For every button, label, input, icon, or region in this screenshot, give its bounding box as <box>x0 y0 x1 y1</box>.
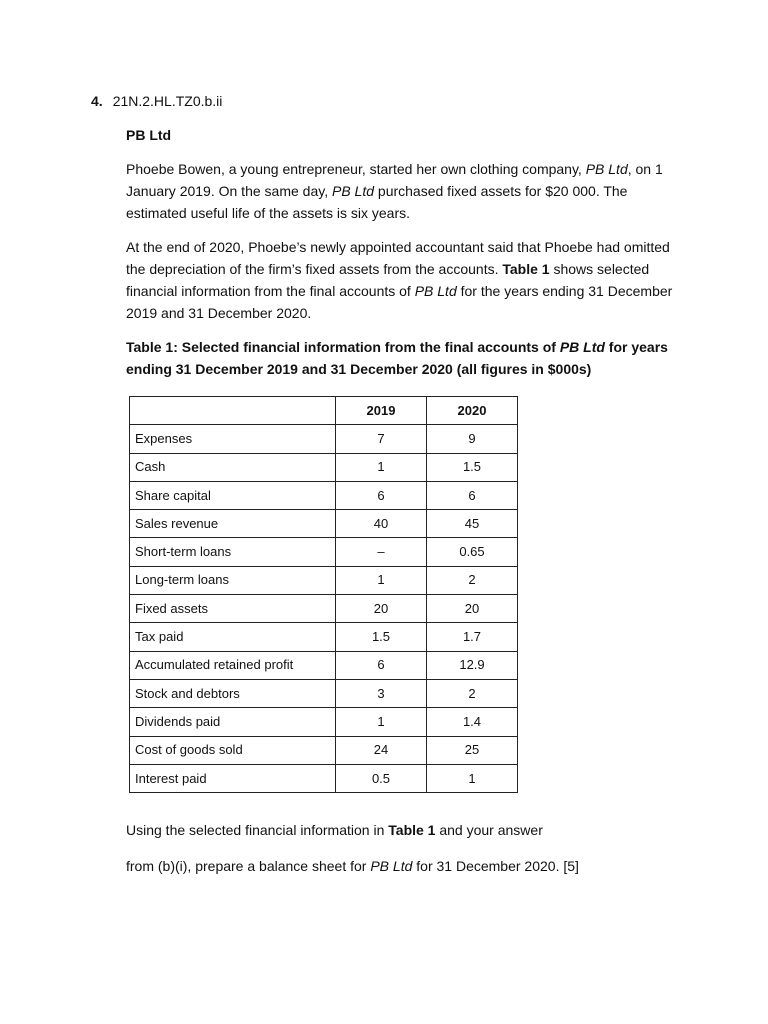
table-row <box>130 566 518 594</box>
table-caption <box>126 336 686 380</box>
value-2020: 12.9 <box>427 651 518 679</box>
row-label: Short-term loans <box>130 538 336 566</box>
text-run: for years ending 31 December 2019 and 31 December 2020 (all figures in $000s) <box>126 339 668 377</box>
value-2020: 1.5 <box>427 453 518 481</box>
company-name: PB Ltd <box>559 339 605 355</box>
text-run: Phoebe Bowen, a young entrepreneur, started her own clothing company, <box>126 161 586 177</box>
table-reference: Table 1 <box>388 822 436 839</box>
task-instruction-line1 <box>126 819 686 841</box>
row-label: Dividends paid <box>130 708 336 736</box>
value-2019: 1 <box>336 566 427 594</box>
row-label: Long-term loans <box>130 566 336 594</box>
text-run: for 31 December 2020. [5] <box>412 858 579 875</box>
text-run: Table 1: Selected financial information from the final accounts of <box>126 339 560 355</box>
value-2019: 20 <box>336 595 427 623</box>
question-number: 4. <box>91 93 103 109</box>
table-row <box>130 623 518 651</box>
row-label: Cash <box>130 453 336 481</box>
value-2019: 6 <box>336 651 427 679</box>
table-row <box>130 764 518 792</box>
row-label: Accumulated retained profit <box>130 651 336 679</box>
text-run: for the years ending 31 December 2019 and 31 December 2020. <box>126 283 673 321</box>
question-code: 21N.2.HL.TZ0.b.ii <box>112 93 223 109</box>
value-2020: 25 <box>427 736 518 764</box>
text-run: and your answer <box>435 822 543 839</box>
question-header <box>91 93 222 109</box>
value-2019: – <box>336 538 427 566</box>
company-name: PB Ltd <box>331 183 375 199</box>
value-2020: 9 <box>427 425 518 453</box>
table-row <box>130 510 518 538</box>
value-2020: 2 <box>427 566 518 594</box>
value-2020: 2 <box>427 679 518 707</box>
table-row <box>130 736 518 764</box>
table-row <box>130 453 518 481</box>
table-row <box>130 651 518 679</box>
value-2020: 45 <box>427 510 518 538</box>
value-2019: 1.5 <box>336 623 427 651</box>
text-run: , on 1 January 2019. On the same day, <box>126 161 663 199</box>
text-run: from (b)(i), prepare a balance sheet for <box>126 858 371 875</box>
table-row <box>130 538 518 566</box>
value-2019: 1 <box>336 453 427 481</box>
value-2020: 0.65 <box>427 538 518 566</box>
task-instruction-line2 <box>126 855 686 877</box>
intro-paragraph <box>126 158 686 224</box>
value-2019: 24 <box>336 736 427 764</box>
row-label: Share capital <box>130 481 336 509</box>
table-reference: Table 1 <box>502 261 550 277</box>
table-row <box>130 679 518 707</box>
value-2019: 0.5 <box>336 764 427 792</box>
row-label: Expenses <box>130 425 336 453</box>
row-label: Cost of goods sold <box>130 736 336 764</box>
header-cell <box>130 397 336 425</box>
text-run: Using the selected financial information in <box>126 822 389 839</box>
value-2020: 1.7 <box>427 623 518 651</box>
row-label: Fixed assets <box>130 595 336 623</box>
row-label: Tax paid <box>130 623 336 651</box>
case-title: PB Ltd <box>126 127 172 143</box>
company-name: PB Ltd <box>370 858 413 875</box>
financial-table <box>129 396 518 793</box>
row-label: Sales revenue <box>130 510 336 538</box>
value-2020: 6 <box>427 481 518 509</box>
text-run: At the end of 2020, Phoebe’s newly appointed accountant said that Phoebe had omitted the depreciation of the firm’s fixed assets from the accounts. <box>126 239 670 277</box>
value-2019: 6 <box>336 481 427 509</box>
value-2019: 1 <box>336 708 427 736</box>
row-label: Interest paid <box>130 764 336 792</box>
table-row <box>130 708 518 736</box>
header-cell: 2020 <box>427 397 518 425</box>
row-label: Stock and debtors <box>130 679 336 707</box>
table-row <box>130 425 518 453</box>
value-2020: 20 <box>427 595 518 623</box>
table-header-row <box>130 397 518 425</box>
text-run: shows selected financial information from the final accounts of <box>126 261 650 299</box>
value-2019: 3 <box>336 679 427 707</box>
value-2019: 7 <box>336 425 427 453</box>
company-name: PB Ltd <box>414 283 457 299</box>
table-row <box>130 595 518 623</box>
text-run: purchased fixed assets for $20 000. The estimated useful life of the assets is six years. <box>126 183 628 221</box>
value-2020: 1.4 <box>427 708 518 736</box>
question-body <box>126 124 686 889</box>
value-2020: 1 <box>427 764 518 792</box>
company-name: PB Ltd <box>585 161 628 177</box>
table-row <box>130 481 518 509</box>
context-paragraph <box>126 236 686 324</box>
header-cell: 2019 <box>336 397 427 425</box>
value-2019: 40 <box>336 510 427 538</box>
